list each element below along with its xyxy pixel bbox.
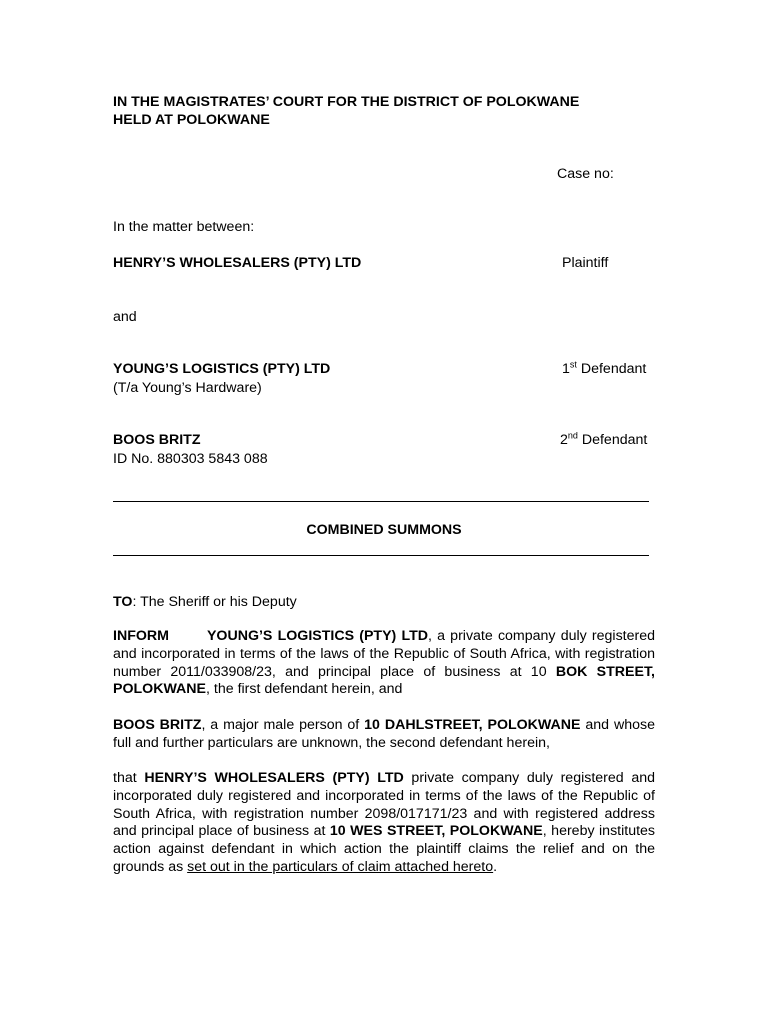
plaintiff-name: HENRY’S WHOLESALERS (PTY) LTD (113, 255, 362, 271)
defendant2-role-suffix: nd (567, 430, 578, 441)
second-defendant-address: 10 DAHLSTREET, POLOKWANE (364, 717, 581, 733)
plaintiff-address: 10 WES STREET, POLOKWANE (329, 823, 543, 840)
addressee-line (113, 593, 297, 611)
summons-title: COMBINED SUMMONS (306, 522, 462, 538)
inform-text-1: , a private company duly registered and incorporated in terms of the laws of the Republic of South Africa, with registration number 2011/033908/23, and principal place of business at 10 (113, 628, 656, 680)
plaintiff-text-3: , hereby institutes action against defendant in which action the plaintiff claims the relief and on the grounds as (113, 823, 656, 875)
divider-top (113, 501, 649, 502)
court-heading-line2: HELD AT POLOKWANE (113, 112, 270, 128)
plaintiff-text-1: that (113, 770, 145, 786)
inform-defendant-name: YOUNG’S LOGISTICS (PTY) LTD (206, 628, 428, 644)
defendant2-role (560, 431, 647, 449)
divider-bottom (113, 555, 649, 556)
defendant1-role (562, 360, 646, 378)
defendant1-role-text: Defendant (576, 361, 647, 377)
to-text: : The Sheriff or his Deputy (132, 594, 297, 610)
plaintiff-paragraph (113, 770, 655, 877)
defendant2-id-number: ID No. 880303 5843 088 (113, 451, 268, 467)
second-defendant-text-1: , a major male person of (201, 717, 365, 733)
defendant1-role-suffix: st (569, 359, 577, 370)
case-number-label: Case no: (557, 166, 614, 182)
particulars-of-claim-reference: set out in the particulars of claim attached hereto (187, 858, 494, 875)
second-defendant-paragraph (113, 717, 655, 753)
second-defendant-text-2: and whose full and further particulars are unknown, the second defendant herein, (113, 717, 655, 751)
inform-text-2: , the first defendant herein, and (206, 681, 403, 698)
plaintiff-text-2: private company duly registered and incorporated duly registered and incorporated in terms of the laws of the Republic of South Africa, with registration number 2098/017171/23 and with registered address and principal place of business at (113, 770, 655, 840)
defendant1-trading-as: (T/a Young’s Hardware) (113, 380, 262, 396)
to-label: TO (113, 594, 133, 610)
defendant1-name: YOUNG’S LOGISTICS (PTY) LTD (113, 361, 331, 377)
inform-label: INFORM (113, 628, 169, 644)
defendant2-role-number: 2 (560, 432, 568, 448)
plaintiff-paragraph-name: HENRY’S WHOLESALERS (PTY) LTD (144, 770, 404, 786)
inform-paragraph (113, 628, 655, 699)
second-defendant-name: BOOS BRITZ (113, 717, 202, 733)
inform-address: BOK STREET, POLOKWANE (113, 663, 655, 698)
defendant1-role-number: 1 (562, 361, 570, 377)
defendant2-name: BOOS BRITZ (113, 432, 201, 448)
defendant2-role-text: Defendant (577, 432, 648, 448)
and-separator: and (113, 309, 137, 325)
matter-intro: In the matter between: (113, 219, 255, 235)
plaintiff-text-end: . (493, 858, 498, 875)
court-heading (113, 93, 579, 129)
court-heading-line1: IN THE MAGISTRATES’ COURT FOR THE DISTRICT OF POLOKWANE (113, 94, 580, 110)
plaintiff-role: Plaintiff (562, 255, 609, 271)
